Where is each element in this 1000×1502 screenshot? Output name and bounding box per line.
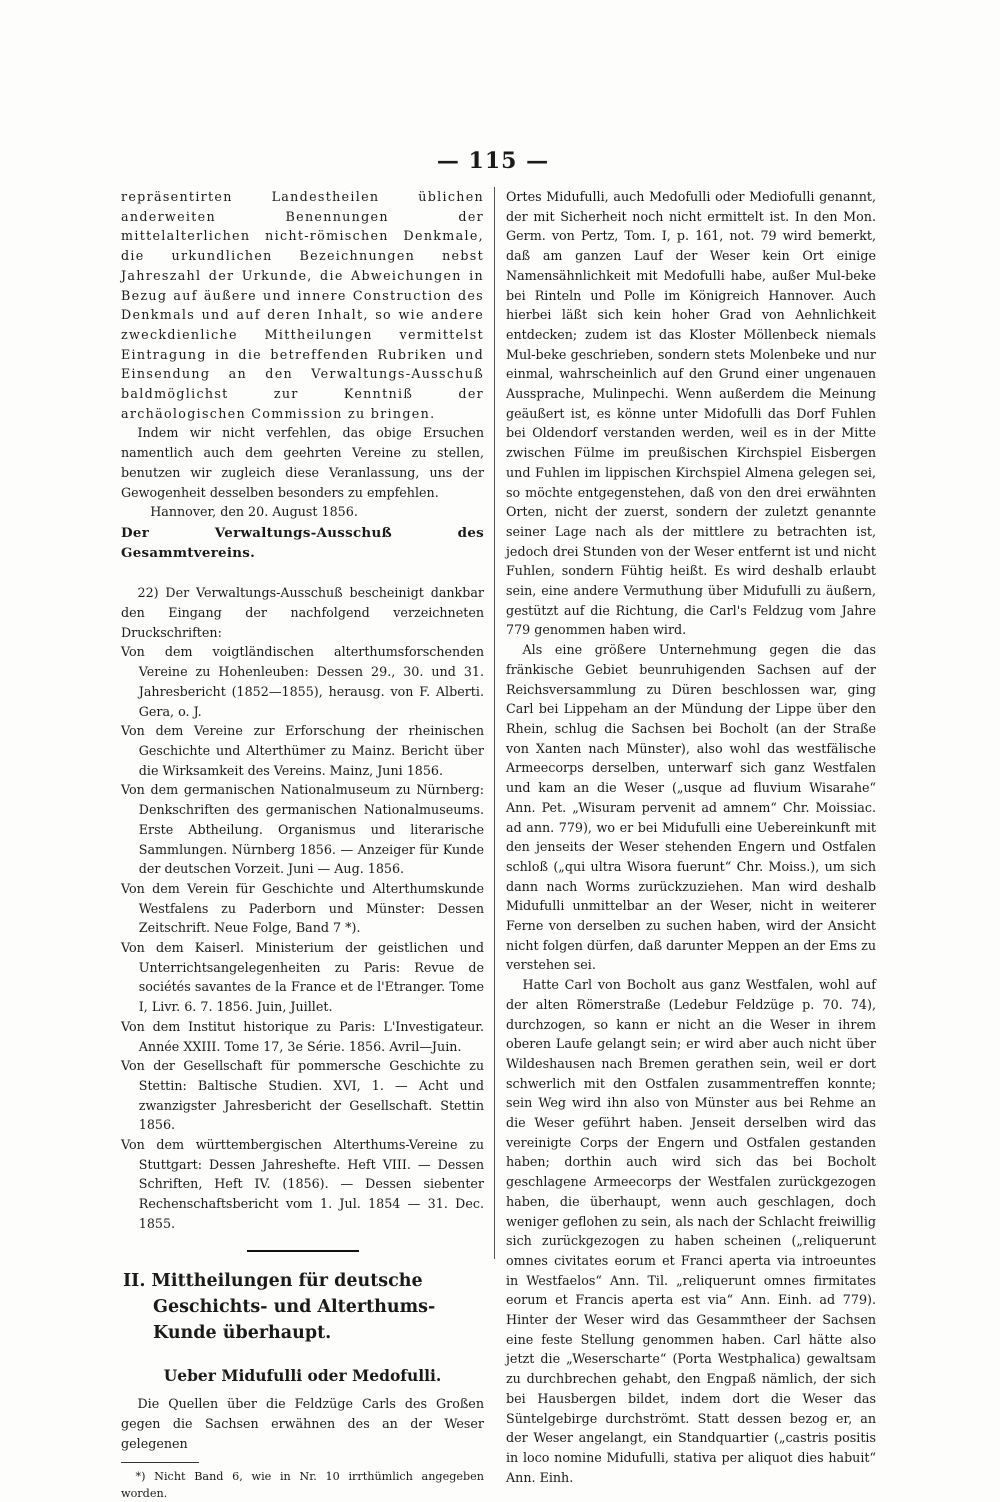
request-paragraph: Indem wir nicht verfehlen, das obige Ersuchen namentlich auch dem geehrten Vereine zu stellen, benutzen wir zugleich diese Veranlassung, uns der Gewogenheit desselben besonders zu empfehlen.	[121, 425, 484, 500]
section-divider	[247, 1250, 359, 1252]
section-heading: II. Mittheilungen für deutsche Geschichts- und Alterthums-Kunde überhaupt.	[123, 1270, 436, 1343]
notice-22: 22) Der Verwaltungs-Ausschuß bescheinigt dankbar den Eingang der nachfolgend verzeichneten Druckschriften:	[121, 585, 484, 640]
right-column	[506, 187, 876, 1487]
article-paragraph: Als eine größere Unternehmung gegen die das fränkische Gebiet beunruhigenden Sachsen auf der Reichsversammlung zu Düren beschlossen war, ging Carl bei Lippeham an der Mündung der Lippe über den Rhein, schlug die Sachsen bei Bocholt (an der Straße von Xanten nach Münster), also wohl das westfälische Armeecorps derselben, unterwarf sich ganz Westfalen und kam an die Weser („usque ad fluvium Wisarahe“ Ann. Pet. „Wisuram pervenit ad amnem“ Chr. Moissiac. ad ann. 779), wo er bei Midufulli eine Uebereinkunft mit den jenseits der Weser stehenden Engern und Ostfalen schloß („qui ultra Wisora fuerunt“ Chr. Moiss.), um sich dann nach Worms zurückzuziehen. Man wird deshalb Midufulli unmittelbar an der Weser, nicht in weiterer Ferne von derselben zu suchen haben, wird der Ansicht nicht folgen dürfen, daß darunter Meppen an der Ems zu verstehen sei.	[506, 642, 876, 973]
article-paragraph: Hatte Carl von Bocholt aus ganz Westfalen, wohl auf der alten Römerstraße (Ledebur Feldzüge p. 70. 74), durchzogen, so kann er nicht an die Weser in ihrem oberen Laufe gelangt sein; er wird aber auch nicht über Wildeshausen nach Bremen gerathen sein, weil er dort schwerlich mit den Ostfalen zusammentreffen konnte; sein Weg wird ihn also von Münster aus bei Rehme an die Weser geführt haben. Jenseit derselben wird das vereinigte Corps der Engern und Ostfalen gestanden haben; dorthin auch wird sich das bei Bocholt geschlagene Armeecorps der Westfalen zurückgezogen haben, die überhaupt, wenn auch geschlagen, doch weniger geflohen zu sein, als nach der Schlacht freiwillig sich zurückgezogen zu haben scheinen („reliquerunt omnes civitates eorum et Franci aperta via introeuntes in Westfaelos“ Ann. Til. „reliquerunt omnes firmitates eorum et Francis aperta est via“ Ann. Einh. ad 779). Hinter der Weser wird das Gesammtheer der Sachsen eine feste Stellung genommen haben. Carl hätte also jetzt die „Weserscharte“ (Porta Westphalica) gewaltsam zu durchbrechen gehabt, den Engpaß nämlich, der sich bei Hausbergen bildet, indem dort die Weser das Süntelgebirge durchströmt. Statt dessen bezog er, an der Weser angelangt, ein Standquartier („castris positis in loco nomine Midufulli, stativa per aliquot dies habuit“ Ann. Einh.	[506, 977, 876, 1485]
publication-entry: Von dem germanischen Nationalmuseum zu Nürnberg: Denkschriften des germanischen Nationalmuseums. Erste Abtheilung. Organismus und literarische Sammlungen. Nürnberg 1856. — Anzeiger für Kunde der deutschen Vorzeit. Juni — Aug. 1856.	[121, 782, 484, 877]
article-title: Ueber Midufulli oder Medofulli.	[163, 1365, 442, 1385]
page-number: — 115 —	[436, 148, 550, 174]
footnote-divider	[121, 1462, 199, 1463]
committee-heading: Der Verwaltungs-Ausschuß des Gesammtvereins.	[121, 524, 484, 561]
publication-entry: Von dem württembergischen Alterthums-Vereine zu Stuttgart: Dessen Jahreshefte. Heft VIII. — Dessen Schriften, Heft IV. (1856). — Dessen siebenter Rechenschaftsbericht vom 1. Jul. 1854 — 31. Dec. 1855.	[121, 1137, 484, 1231]
intro-paragraph: repräsentirten Landestheilen üblichen anderweiten Benennungen der mittelalterlichen nicht-römischen Denkmale, die urkundlichen Bezeichnungen nebst Jahreszahl der Urkunde, die Abweichungen in Bezug auf äußere und innere Construction des Denkmals und auf deren Inhalt, so wie andere zweckdienliche Mittheilungen vermittelst Eintragung in die betreffenden Rubriken und Einsendung an den Verwaltungs-Ausschuß baldmöglichst zur Kenntniß der archäologischen Commission zu bringen.	[121, 189, 484, 421]
article-start: Die Quellen über die Feldzüge Carls des Großen gegen die Sachsen erwähnen des an der Weser gelegenen	[121, 1396, 484, 1451]
publication-entry: Von der Gesellschaft für pommersche Geschichte zu Stettin: Baltische Studien. XVI, 1. — Acht und zwanzigster Jahresbericht der Gesellschaft. Stettin 1856.	[121, 1058, 484, 1133]
article-paragraph: Ortes Midufulli, auch Medofulli oder Mediofulli genannt, der mit Sicherheit noch nicht ermittelt ist. In den Mon. Germ. von Pertz, Tom. I, p. 161, not. 79 wird bemerkt, daß am ganzen Lauf der Weser kein Ort einige Namensähnlichkeit mit Medofulli habe, außer Mul-beke bei Rinteln und Polle im Königreich Hannover. Auch hierbei läßt sich kein hoher Grad von Aehnlichkeit entdecken; zudem ist das Kloster Möllenbeck niemals Mul-beke geschrieben, sondern stets Molenbeke und nur einmal, wahrscheinlich auf den Grund einer ungenauen Aussprache, Mulinpechi. Wenn außerdem die Meinung geäußert ist, es könne unter Midofulli das Dorf Fuhlen bei Oldendorf verstanden werden, weil es in der Mitte zwischen Fülme im preußischen Kirchspiel Eisbergen und Fuhlen im lippischen Kirchspiel Almena gelegen sei, so möchte entgegenstehen, daß von den drei erwähnten Orten, nicht der zuerst, sondern der zuletzt genannte seiner Lage nach als der mittlere zu betrachten ist, jedoch drei Stunden von der Weser entfernt ist und nicht Fuhlen, sondern Fühtig heißt. Es wird deshalb erlaubt sein, eine andere Vermuthung über Midufulli zu äußern, gestützt auf die Richtung, die Carl's Feldzug vom Jahre 779 genommen haben wird.	[506, 189, 876, 638]
publication-entry: Von dem Kaiserl. Ministerium der geistlichen und Unterrichtsangelegenheiten zu Paris: Revue de sociétés savantes de la France et de l'Etranger. Tome I, Livr. 6. 7. 1856. Juin, Juillet.	[121, 940, 484, 1015]
publication-entry: Von dem Verein für Geschichte und Alterthumskunde Westfalens zu Paderborn und Münster: Dessen Zeitschrift. Neue Folge, Band 7 *).	[121, 880, 484, 936]
date-line: Hannover, den 20. August 1856.	[150, 504, 358, 520]
column-divider	[494, 187, 495, 1259]
footnote: *) Nicht Band 6, wie in Nr. 10 irrthümlich angegeben worden.	[121, 1470, 484, 1500]
left-column	[121, 187, 484, 1502]
publication-entry: Von dem Institut historique zu Paris: L'Investigateur. Année XXIII. Tome 17, 3e Série. 1856. Avril—Juin.	[121, 1018, 484, 1054]
publication-entry: Von dem voigtländischen alterthumsforschenden Vereine zu Hohenleuben: Dessen 29., 30. und 31. Jahresbericht (1852—1855), herausg. von F. Alberti. Gera, o. J.	[121, 644, 484, 719]
publication-entry: Von dem Vereine zur Erforschung der rheinischen Geschichte und Alterthümer zu Mainz. Bericht über die Wirksamkeit des Vereins. Mainz, Juni 1856.	[121, 723, 484, 778]
